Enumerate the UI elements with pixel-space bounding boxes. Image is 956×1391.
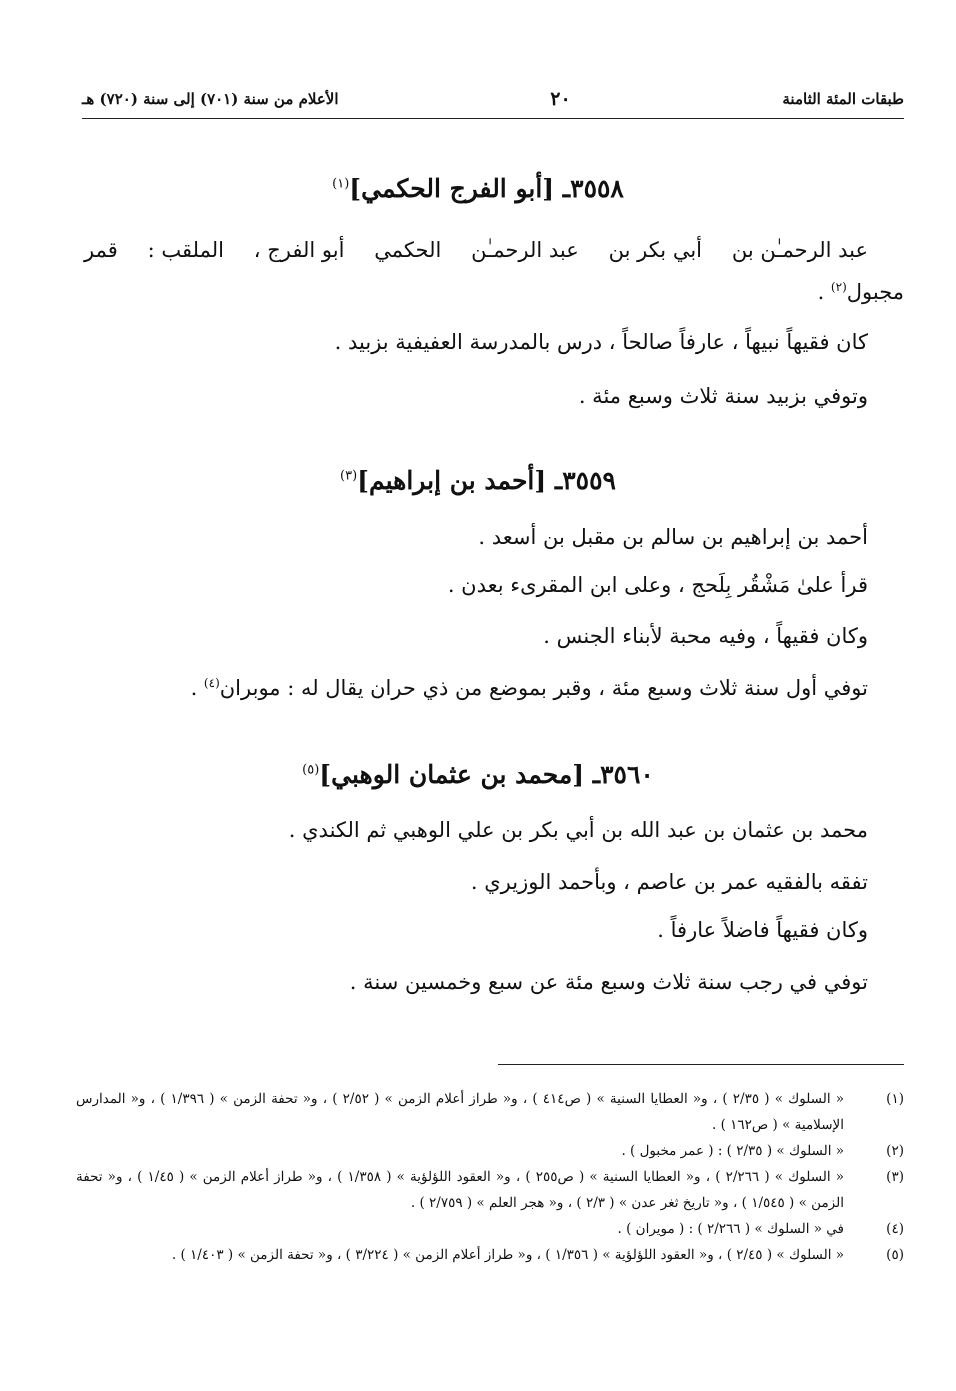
footnote-text: « السلوك » ( ٢/٢٦٦ ) ، و« العطايا السنية » ( ص٢٥٥ ) ، و« العقود اللؤلؤية » ( ١/٣٥٨ ) ، و« طراز أعلام الزمن » ( ١/٤٥ ) ، و« تحفة الزمن » ( ١/٥٤٥ ) ، و« تاريخ ثغر عدن » ( ٢/٣ ) ، و« هجر العلم » ( ٢/٧٥٩ ) . — [76, 1169, 844, 1211]
header-date-range: الأعلام من سنة (٧٠١) إلى سنة (٧٢٠) هـ — [82, 90, 339, 108]
entry-3560-line-2: تفقه بالفقيه عمر بن عاصم ، وبأحمد الوزيري . — [470, 870, 868, 894]
footnote-rule — [498, 1064, 904, 1065]
footnotes — [76, 1086, 904, 1268]
entry-3558-line-2: مجبول$^{(٢)}$ . — [817, 280, 904, 304]
footnote-ref: (٤) — [203, 676, 220, 690]
footnote — [76, 1164, 904, 1216]
entry-3560-line-4: توفي في رجب سنة ثلاث وسبع مئة عن سبع وخمسين سنة . — [349, 970, 868, 994]
footnote — [76, 1216, 904, 1242]
footnote-ref: (٥) — [302, 762, 320, 778]
entry-3559-line-4: توفي أول سنة ثلاث وسبع مئة ، وقبر بموضع من ذي حران يقال له : موبران$^{(٤)}$ . — [190, 676, 868, 700]
footnote-text: في « السلوك » ( ٢/٢٦٦ ) : ( مويران ) . — [617, 1221, 844, 1237]
header-book-section: طبقات المئة الثامنة — [782, 90, 904, 108]
footnote-ref: (٣) — [340, 468, 358, 484]
footnote-ref: (٢) — [830, 280, 847, 294]
entry-3559-line-1: أحمد بن إبراهيم بن سالم بن مقبل بن أسعد . — [478, 525, 868, 549]
footnote-ref: (١) — [332, 176, 350, 192]
entry-title-3559: ٣٥٥٩ـ [أحمد بن إبراهيم]$^{(٣)}$ — [340, 466, 616, 495]
footnote-number: (٥) — [886, 1247, 904, 1263]
footnote-number: (٢) — [886, 1143, 904, 1159]
footnote-text: « السلوك » ( ٢/٣٥ ) : ( عمر مخبول ) . — [621, 1143, 844, 1159]
running-header — [82, 82, 904, 116]
footnote-text: « السلوك » ( ٢/٤٥ ) ، و« العقود اللؤلؤية » ( ١/٣٥٦ ) ، و« طراز أعلام الزمن » ( ٣/٢٢٤ ) ، و« تحفة الزمن » ( ١/٤٠٣ ) . — [171, 1247, 844, 1263]
footnote — [76, 1086, 904, 1138]
entry-3560-line-1: محمد بن عثمان بن عبد الله بن أبي بكر بن علي الوهبي ثم الكندي . — [288, 818, 868, 842]
footnote-number: (١) — [886, 1091, 904, 1107]
footnote — [76, 1138, 904, 1164]
entry-3559-line-2: قرأ علىٰ مَشْقُر بِلَحج ، وعلى ابن المقرىء بعدن . — [447, 573, 868, 597]
footnote-text: « السلوك » ( ٢/٣٥ ) ، و« العطايا السنية » ( ص٤١٤ ) ، و« طراز أعلام الزمن » ( ٢/٥٢ ) ، و« تحفة الزمن » ( ١/٣٩٦ ) ، و« المدارس الإسلامية » ( ص١٦٢ ) . — [76, 1091, 844, 1133]
entry-3559-line-3: وكان فقيهاً ، وفيه محبة لأبناء الجنس . — [543, 624, 868, 648]
footnote — [76, 1242, 904, 1268]
entry-title-3558: ٣٥٥٨ـ [أبو الفرج الحكمي]$^{(١)}$ — [332, 174, 624, 203]
entry-3558-line-4: وتوفي بزبيد سنة ثلاث وسبع مئة . — [578, 384, 868, 408]
entry-3558-line-3: كان فقيهاً نبيهاً ، عارفاً صالحاً ، درس بالمدرسة العفيفية بزبيد . — [334, 330, 868, 354]
entry-3558-line-1: عبد الرحمـٰن بن أبي بكر بن عبد الرحمـٰن الحكمي أبو الفرج ، الملقب : قمر — [84, 238, 868, 262]
header-rule — [82, 118, 904, 119]
page-number: ٢٠ — [550, 88, 571, 110]
footnote-number: (٤) — [886, 1221, 904, 1237]
footnote-number: (٣) — [886, 1169, 904, 1185]
entry-title-3560: ٣٥٦٠ـ [محمد بن عثمان الوهبي]$^{(٥)}$ — [302, 760, 654, 789]
entry-3560-line-3: وكان فقيهاً فاضلاً عارفاً . — [657, 918, 868, 942]
